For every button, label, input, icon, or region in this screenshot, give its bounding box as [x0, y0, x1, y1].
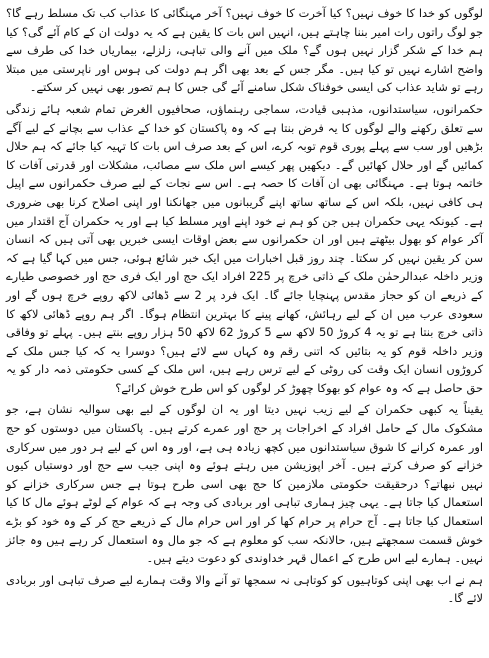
article-paragraph-1: لوگوں کو خدا کا خوف نہیں؟ کیا آخرت کا خوف نہیں؟ آخر مہنگائی کا عذاب کب تک مسلط رہے گا؟ جو لوگ راتوں رات امیر بننا چاہتے ہیں، انہیں اس بات کا یقین ہے کہ یہ دولت ان کے کام آئے گی؟ کیا ہم خدا کے شکر گزار نہیں ہوں گے؟ ملک میں آنے والی تباہی، زلزلے، بیماریاں خدا کی طرف سے واضح اشارے نہیں تو کیا ہیں۔ مگر جس کے بعد بھی اگر ہم دولت کی ہوس اور ناپرستی میں مبتلا رہے تو شاید عذاب کی ایسی خوفناک شکل سامنے آئے گی جس کا ہم تصور بھی نہیں کر سکتے۔: [6, 6, 483, 95]
article-paragraph-4: ہم نے اب بھی اپنی کوتاہیوں کو کوتاہی نہ سمجھا تو آنے والا وقت ہمارے لیے صرف تباہی اور بربادی لائے گا۔: [6, 572, 483, 606]
article-paragraph-2: حکمرانوں، سیاستدانوں، مذہبی قیادت، سماجی رہنماؤں، صحافیوں الغرض تمام شعبہ ہائے زندگی سے تعلق رکھنے والے لوگوں کا یہ فرض بنتا ہے کہ وہ پاکستان کو خدا کے عذاب سے بچانے کے لیے آگے بڑھیں اور سب سے پہلے پوری قوم توبہ کرے، اس کے بعد صرف اس بات کا تہیہ کیا جائے کہ ہم حلال کمائیں گے اور حلال کھائیں گے۔ دیکھیں پھر کیسے اس ملک سے مصائب، مشکلات اور قدرتی آفات کا خاتمہ ہوتا ہے۔ مہنگائی بھی ان آفات کا حصہ ہے۔ اس سے نجات کے لیے صرف حکمرانوں سے اپیل ہی کافی نہیں، بلکہ اس کے ساتھ ساتھ اپنے گریبانوں میں جھانکنا اور اپنی اصلاح کرنا بھی ضروری ہے۔ کیونکہ یہی حکمران ہیں جن کو ہم نے خود اپنے اوپر مسلط کیا ہے اور یہ حکمران آج اقتدار میں آکر عوام کو بھول بیٹھتے ہیں اور ان حکمرانوں سے بعض اوقات ایسی خبریں بھی آتی ہیں کہ انسان سن کر یقین نہیں کر سکتا۔ چند روز قبل اخبارات میں ایک خبر شائع ہوئی، جس میں کہا گیا ہے کہ وزیر داخلہ عبدالرحمٰن ملک کے ذاتی خرچ پر 225 افراد ایک حج اور ایک فری حج اور خصوصی طیارے کے ذریعے ان کو حجاز مقدس پہنچایا جائے گا۔ ایک فرد پر 2 سے ڈھائی لاکھ روپے خرچ ہوں گے اور سعودی عرب میں ان کے لیے رہائش، کھانے پینے کا بہترین انتظام ہوگا۔ اگر ہم روپے ڈھائی لاکھ کا ذاتی خرچ بنتا ہے تو یہ 4 کروڑ 50 لاکھ سے 5 کروڑ 62 لاکھ 50 ہزار روپے بنتے ہیں۔ پہلے تو وفاقی وزیر داخلہ قوم کو یہ بتائیں کہ اتنی رقم وہ کہاں سے لائے ہیں؟ دوسرا یہ کہ کیا جس ملک کے کروڑوں انسان ایک وقت کی روٹی کے لیے ترس رہے ہیں، اس ملک کے کسی حکومتی ذمہ دار کو یہ حق حاصل ہے کہ وہ عوام کو بھوکا چھوڑ کر لوگوں کو اس طرح خوش کرائے؟: [6, 101, 483, 395]
article-paragraph-3: یقیناً یہ کبھی حکمران کے لیے زیب نہیں دیتا اور یہ ان لوگوں کے لیے بھی سوالیہ نشان ہے، جو مشکوک مال کے حامل افراد کے اخراجات پر حج اور عمرے کرتے ہیں۔ پاکستان میں دوستوں کو حج اور عمرہ کرانے کا شوق سیاستدانوں میں کچھ زیادہ ہی ہے، اور وہ اس کے لیے ہر دور میں سرکاری خزانے کو صرف کرتے ہیں۔ آخر اپوزیشن میں رہتے ہوئے وہ اپنی جیب سے حج اور دوستیاں کیوں نہیں نبھاتے؟ درحقیقت حکومتی ملازمین کا حج بھی اسی طرح ہوتا ہے جس سرکاری خزانے کو استعمال کیا جاتا ہے۔ یہی چیز ہماری تباہی اور بربادی کی وجہ ہے کہ عوام کے لوٹے ہوئے مال کا کیا استعمال کیا جاتا ہے۔ آج حرام پر حرام کھا کر اور اس حرام مال کے ذریعے حج کر کے وہ خود کو بڑے خوش قسمت سمجھتے ہیں، حالانکہ سب کو معلوم ہے کہ جو مال وہ استعمال کر رہے ہیں وہ جائز نہیں۔ ہمارے لیے اس طرح کے اعمال قہر خداوندی کو دعوت دیتے ہیں۔: [6, 402, 483, 566]
